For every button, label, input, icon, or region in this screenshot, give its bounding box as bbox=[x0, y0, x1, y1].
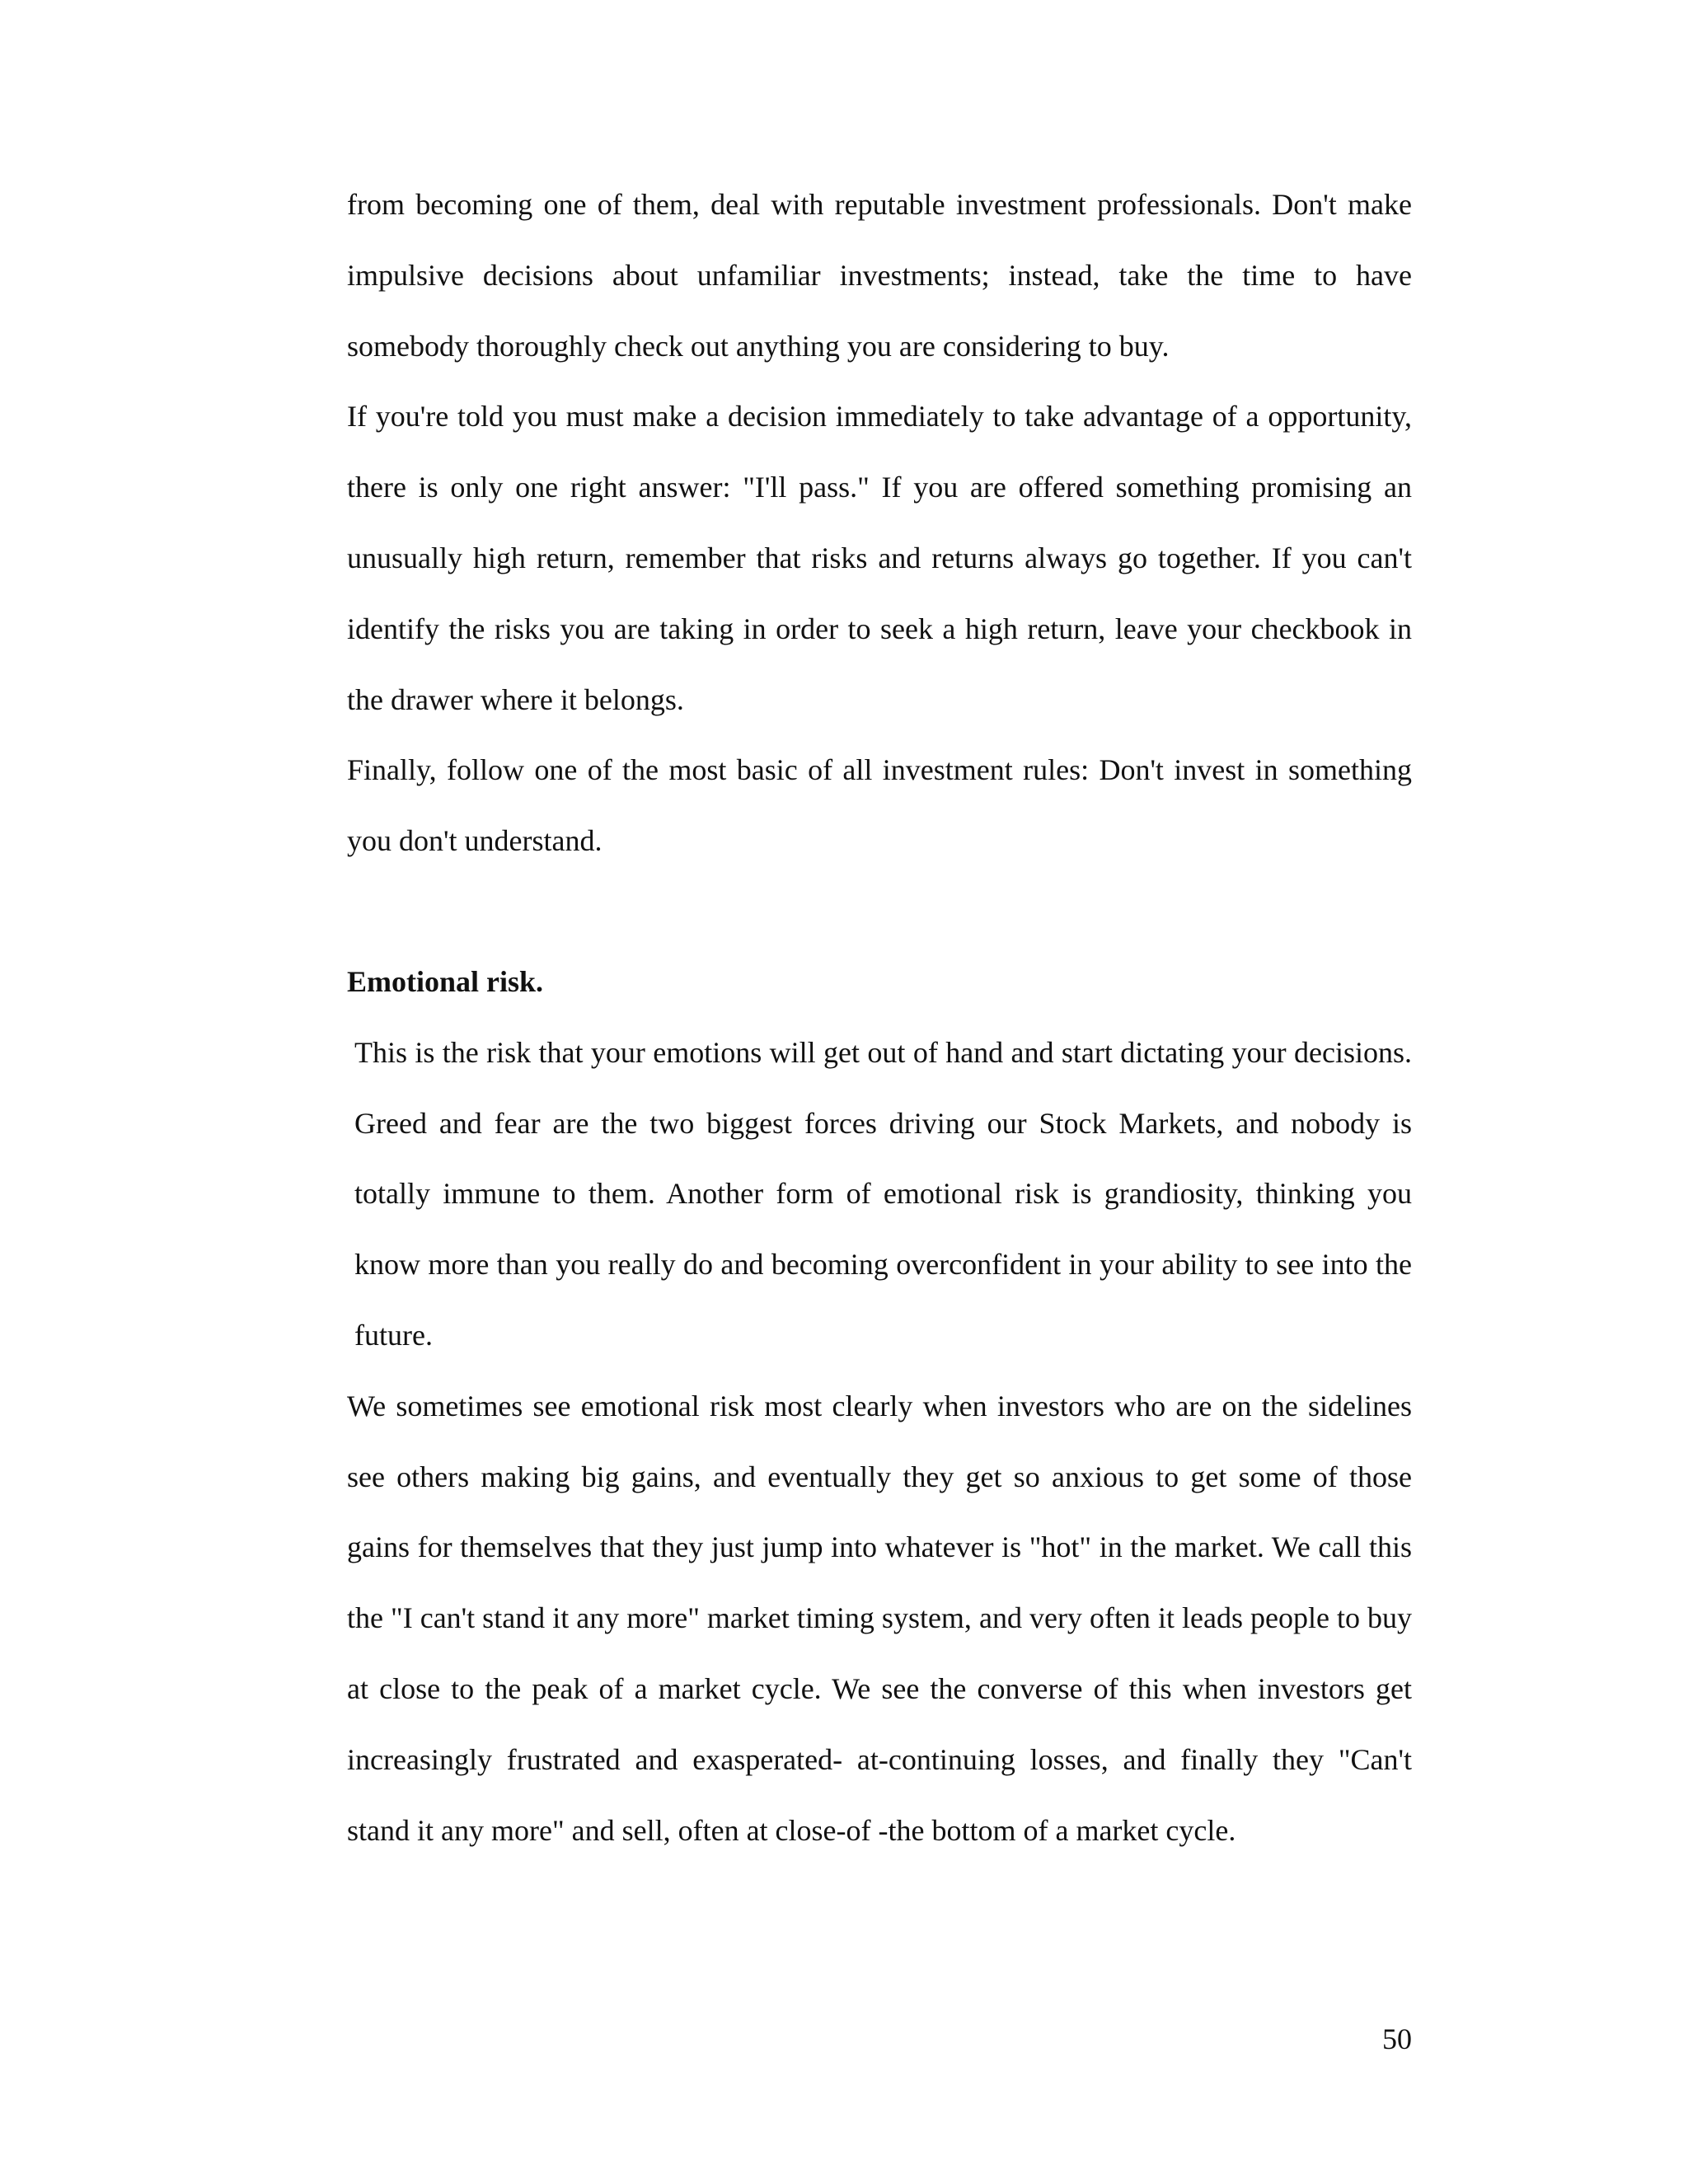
page-number: 50 bbox=[1382, 2022, 1412, 2055]
paragraph: We sometimes see emotional risk most clearly when investors who are on the sidelines see others making big gains, and eventually they get so anxious to get some of those gains for themselves that they just jump into whatever is "hot" in the market. We call this the "I can't stand it any more" market timing system, and very often it leads people to buy at close to the peak of a market cycle. We see the converse of this when investors get increasingly frustrated and exasperated- at-continuing losses, and finally they "Can't stand it any more" and sell, often at close-of -the bottom of a market cycle. bbox=[347, 1389, 1412, 1847]
paragraph: from becoming one of them, deal with reputable investment professionals. Don't make impulsive decisions about unfamiliar investments; instead, take the time to have somebody thoroughly check out anything you are considering to buy. bbox=[347, 188, 1412, 363]
paragraph: This is the risk that your emotions will get out of hand and start dictating your decisions. Greed and fear are the two biggest forces driving our Stock Markets, and nobody is totally immune to them. Another form of emotional risk is grandiosity, thinking you know more than you really do and becoming overconfident in your ability to see into the future. bbox=[354, 1035, 1412, 1352]
paragraph: Finally, follow one of the most basic of all investment rules: Don't invest in something you don't understand. bbox=[347, 753, 1412, 858]
body-text bbox=[347, 170, 1412, 1866]
paragraph: If you're told you must make a decision immediately to take advantage of a opportunity, there is only one right answer: "I'll pass." If you are offered something promising an unusually high return, remember that risks and returns always go together. If you can't identify the risks you are taking in order to seek a high return, leave your checkbook in the drawer where it belongs. bbox=[347, 400, 1412, 716]
section-heading: Emotional risk. bbox=[347, 964, 544, 998]
